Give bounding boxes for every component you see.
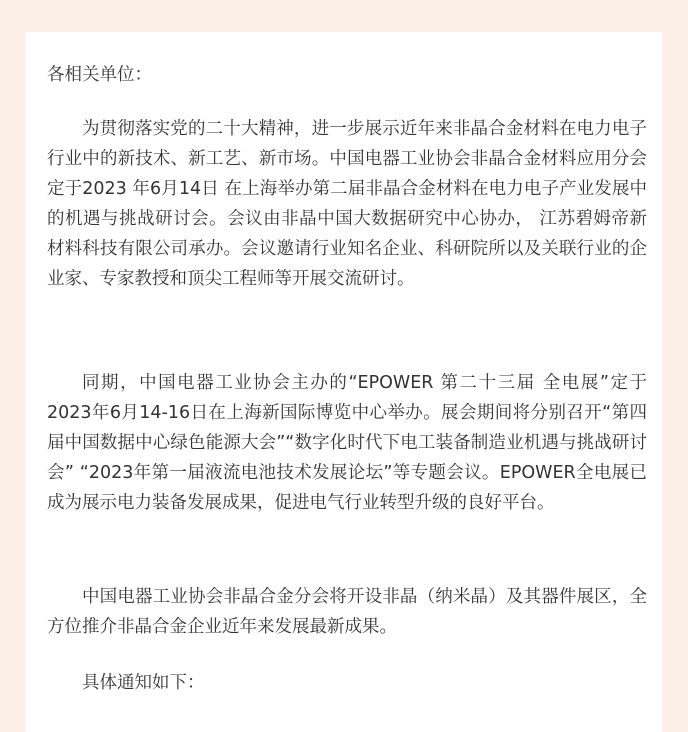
paragraph-epower-exhibition: 同期，中国电器工业协会主办的“EPOWER 第二十三届 全电展”定于2023年6月14-16日在上海新国际博览中心举办。展会期间将分别召开“第四届中国数据中心绿色能源大会”“数字化时代下电工装备制造业机遇与挑战研讨会” “2023年第一届液流电池技术发展论坛”等专题会议。EPOWER全电展已成为展示电力装备发展成果，促进电气行业转型升级的良好平台。 [47, 373, 647, 513]
paragraph-notice-intro: 具体通知如下： [82, 673, 205, 693]
paragraph-conference-intro: 为贯彻落实党的二十大精神，进一步展示近年来非晶合金材料在电力电子行业中的新技术、新工艺、新市场。中国电器工业协会非晶合金材料应用分会定于2023 年6月14日 在上海举办第二届非晶合金材料在电力电子产业发展中的机遇与挑战研讨会。会议由非晶中国大数据研究中心协办， 江苏碧姆帝新材料科技有限公司承办。会议邀请行业知名企业、科研院所以及关联行业的企业家、专家教授和顶尖工程师等开展交流研讨。 [47, 119, 647, 289]
notice-document [25, 32, 662, 732]
greeting-line: 各相关单位： [47, 65, 152, 85]
paragraph-exhibition-zone: 中国电器工业协会非晶合金分会将开设非晶（纳米晶）及其器件展区，全方位推介非晶合金企业近年来发展最新成果。 [47, 587, 647, 637]
